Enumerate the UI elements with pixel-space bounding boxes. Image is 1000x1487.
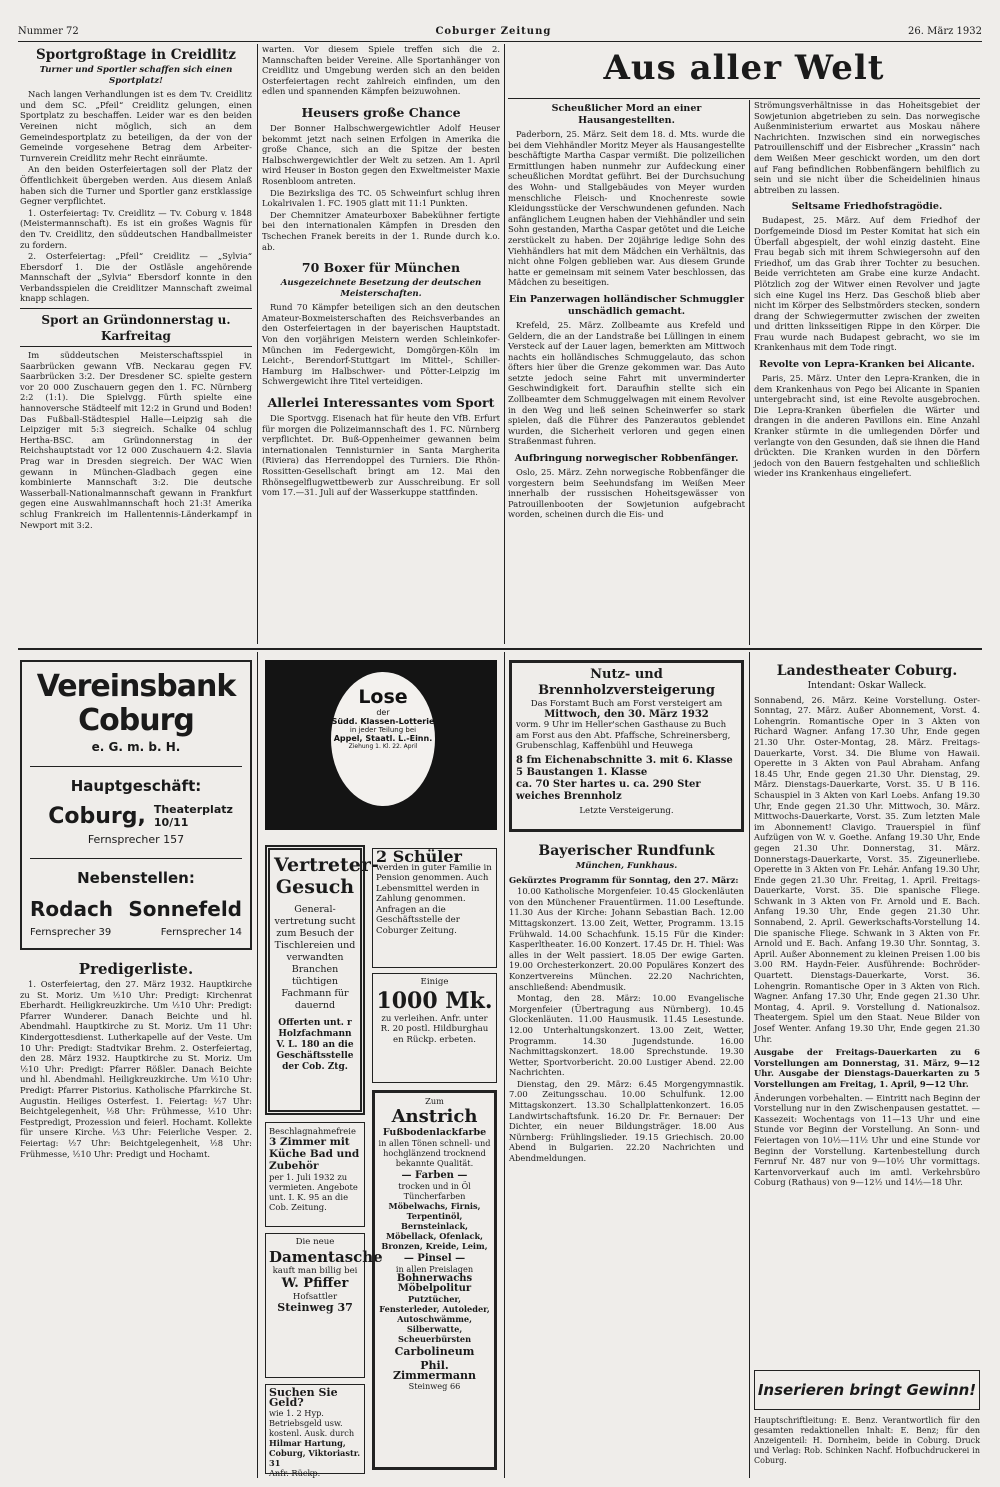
article-title: Landestheater Coburg.: [776, 663, 958, 679]
newspaper-title: Coburger Zeitung: [435, 25, 552, 37]
column-rule: [749, 652, 750, 1478]
ad-text: per 1. Juli 1932 zu vermieten. Angebote unt. I. K. 95 an die Cob. Zeitung.: [269, 1172, 358, 1212]
paragraph: Gekürztes Programm für Sonntag, den 27. März:: [509, 874, 739, 885]
article-title: Sportgroßtage in Creidlitz: [36, 47, 236, 63]
ad-sub: — Pinsel —: [403, 1253, 466, 1264]
ad-text: in allen Preislagen: [395, 1264, 474, 1274]
column-rule: [257, 652, 258, 1478]
lose-text: der: [376, 708, 390, 717]
paragraph: Krefeld, 25. März. Zollbeamte aus Krefeld und Geldern, die an der Landstraße bei Lüllingen in einem Versteck auf der Lauer lagen, bemerkten am Mittwoch nachts ein holländisches Schmuggelauto, das schon öfters hier über die Grenze gekommen war. Das Auto setzte jedoch seine Fahrt mit unverminderter Geschwindigkeit fort. Daraufhin stellte sich ein Zollbeamter dem Schmuggelwagen mit einem Revolver in den Weg und ließ seinen Scheinwerfer so stark spielen, daß die Führer des Panzerautos geblendet wurden, die Sicherheit verloren und gegen einen Straßenmast fuhren.: [508, 319, 745, 447]
paragraph: Ausgabe der Freitags-Dauerkarten zu 6 Vorstellungen am Donnerstag, 31. März, 9—12 Uhr. Ausgabe der Dienstags-Dauerkarten zu 5 Vorstellungen am Freitag, 1. April, 9—12 Uhr.: [754, 1047, 980, 1089]
article-subtitle: Turner und Sportler schaffen sich einen Sportplatz!: [39, 65, 233, 86]
ad-geld: [265, 1384, 365, 1478]
ad-text: kauft man billig bei: [272, 1265, 358, 1276]
ad-sub: — Farben —: [401, 1170, 468, 1181]
paragraph: Paderborn, 25. März. Seit dem 18. d. Mts. wurde die bei dem Viehhändler Moritz Meyer als Hausangestellte beschäftigte Martha Caspar vermißt. Die polizeilichen Ermittlungen haben nunmehr zur Aufdeckung einer scheußlichen Mordtat geführt. Bei der Durchsuchung des Wohn- und Stallgebäudes von Meyer wurden menschliche Fleisch- und Knochenreste sowie Kleidungsstücke der Verschwundenen gefunden. Nach anfänglichem Leugnen haben der Viehhändler und sein Sohn gestanden, Martha Caspar getötet und die Leiche zerstückelt zu haben. Der 20jährige ledige Sohn des Viehhändlers hat mit dem Mädchen ein Verhältnis, das nicht ohne Folgen geblieben war. Aus diesem Grunde hatte er gemeinsam mit seinem Vater beschlossen, das Mädchen zu beseitigen.: [508, 129, 745, 288]
column-rule: [749, 100, 750, 645]
paragraph: Nach langen Verhandlungen ist es dem Tv. Creidlitz und dem SC. „Pfeil“ Creidlitz gelungen, einen Sportplatz zu beschaffen. Leider war es den beiden Vereinen nicht möglich, sich an dem Gemeindesportplatz zu beteiligen, da der von der Gemeinde vorgesehene Betrag dem Arbeiter-Turnverein Creidlitz mehr Recht einräumte.: [20, 89, 252, 163]
paragraph: Die Bezirksliga des TC. 05 Schweinfurt schlug ihren Lokalrivalen 1. FC. 1905 glatt mit 11:1 Punkten.: [262, 187, 500, 209]
ad-text: Die neue: [295, 1237, 335, 1247]
lose-title: Lose: [358, 686, 408, 708]
ad-address: Coburg, Viktoriastr. 31: [269, 1448, 361, 1468]
paragraph: Paris, 25. März. Unter den Lepra-Kranken, die in dem Krankenhaus von Pego bei Alicante in Spanien untergebracht sind, ist eine Revolte ausgebrochen. Die Lepra-Kranken überfielen die Wärter und drangen in die anderen Pavillons ein. Eine Anzahl Kranker stürmte in die umliegenden Dörfer und verlangte von den Gesunden, daß sie ihnen die Hand drückten. Die Kranken wurden in den Dörfern jedoch von den Bauern festgehalten und schließlich wieder ins Krankenhaus eingeliefert.: [754, 373, 980, 479]
paragraph: Sonnabend, 26. März. Keine Vorstellung. Oster-Sonntag, 27. März. Außer Abonnement, Vorst. 4. Lohengrin. Romantische Oper in 3 Akten von Richard Wagner. Anfang 17.30 Uhr, Ende gegen 21.30 Uhr. Oster-Montag, 28. März. Freitags-Dauerkarte, Vorst. 34. Die Blume von Hawaii. Operette in 3 Akten von Paul Abraham. Anfang 18.45 Uhr, Ende gegen 21.30 Uhr. Dienstag, 29. März. Dienstags-Dauerkarte, Vorst. 35. U B 116. Schauspiel in 3 Akten von Karl Loebs. Anfang 19.30 Uhr, Ende gegen 21.30 Uhr. Mittwoch, 30. März. Mittwochs-Dauerkarte, Vorst. 35. Zum letzten Male im Abonnement! Clavigo. Trauerspiel in fünf Aufzügen von W. v. Goethe. Anfang 19.30 Uhr, Ende gegen 21.30 Uhr. Donnerstag, 31. März. Donnerstags-Dauerkarte, Vorst. 35. Zigeunerliebe. Operette in 3 Akten von Fr. Lehár. Anfang 19.30 Uhr, Ende gegen 21.30 Uhr. Freitag, 1. April. Freitags-Dauerkarte, Vorst. 35. Die spanische Fliege. Schwank in 3 Akten von Fr. Arnold und E. Bach. Anfang 19.30 Uhr, Ende gegen 21.30 Uhr. Sonnabend, 2. April. Gewerkschafts-Vorstellung 14. Die spanische Fliege. Schwank in 3 Akten von Fr. Arnold und E. Bach. Anfang 19.30 Uhr. Sonntag, 3. April. Außer Abonnement zu kleinen Preisen 1.00 bis 3.00 RM. Haydn-Feier. Ausführende: Bochröder-Quartett. Dienstags-Dauerkarte, Vorst. 36. Lohengrin. Romantische Oper in 3 Akten von Rich. Wagner. Anfang 17.30 Uhr, Ende gegen 21.30 Uhr. Montag, 4. April. 9. Vorstellung d. Nationalsoz. Theatergem. Spiel um den Staat. Neue Bilder von Josef Wenter. Anfang 19.30 Uhr, Ende gegen 21.30 Uhr.: [754, 694, 980, 1044]
paragraph: Budapest, 25. März. Auf dem Friedhof der Dorfgemeinde Diosd im Pester Komitat hat sich ein Überfall abgespielt, der wohl einzig dasteht. Eine Frau begab sich mit ihrem Schwiegersohn auf den Friedhof, um das Grab ihrer Tochter zu besuchen. Beide verrichteten am Grabe eine kurze Andacht. Plötzlich zog der Witwer einen Revolver und jagte sich eine Kugel ins Herz. Das Geschoß blieb aber nicht im Körper des Selbstmörders stecken, sondern drang der Schwiegermutter zwischen der zweiten und dritten linksseitigen Rippe in den Körper. Die Frau wurde nach Budapest gebracht, wo sie im Krankenhaus mit dem Tode ringt.: [754, 215, 980, 353]
ad-text: vorm. 9 Uhr im Heller'schen Gasthause zu Buch am Forst aus den Abt. Pfaffsche, Schreinersberg, Grubenschlag, Kaffenbühl und Heuwega: [516, 720, 731, 751]
impressum: Hauptschriftleitung: E. Benz. Verantwortlich für den gesamten redaktionellen Inhalt: E. Benz; für den Anzeigenteil: H. Dornheim, beide in Coburg. Druck und Verlag: Rob. Schinken Nachf. Hofbuchdruckerei in Coburg.: [754, 1416, 980, 1465]
article-title: Allerlei Interessantes vom Sport: [267, 395, 495, 411]
article-title: 70 Boxer für München: [301, 260, 461, 276]
ad-text: trocken und in Öl Tüncherfarben: [398, 1181, 471, 1201]
lose-text: Südd. Klassen-Lotterie: [331, 717, 435, 726]
article-title: Revolte von Lepra-Kranken bei Alicante.: [759, 359, 975, 371]
ad-text: wie 1. 2 Hyp. Betriebsgeld usw. kostenl. Ausk. durch: [269, 1408, 355, 1438]
paragraph: An den beiden Osterfeiertagen soll der Platz der Öffentlichkeit übergeben werden. Aus diesem Anlaß haben sich die Turner und Sportler ganz erstklassige Gegner verpflichtet.: [20, 164, 252, 207]
paragraph: Dienstag, den 29. März: 6.45 Morgengymnastik. 7.00 Zeitungsschau. 10.00 Schulfunk. 12.00 Mittagskonzert. 13.30 Schallplattenkonzert. 16.05 Landwirtschaftsfunk. 16.20 Dr. Fr. Bernauer: Der Dichter, ein neuer Bildungsträger. 18.00 Aus Nürnberg: Frühlingslieder. 19.15 Griechisch. 20.00 Abend in Bulgarien. 22.20 Nachrichten und Abendmeldungen.: [509, 1078, 744, 1164]
ad-title: Nutz- und Brennholzversteigerung: [538, 667, 715, 698]
ad-anstrich: [372, 1090, 497, 1470]
section-title: Aus aller Welt: [603, 48, 885, 88]
branch-phone: Fernsprecher 14: [160, 927, 242, 938]
ad-sub: Bohnerwachs: [396, 1273, 473, 1284]
title-rule: [508, 98, 980, 99]
ad-sub: Fußbodenlackfarbe: [382, 1127, 487, 1138]
ad-title: Damentasche: [269, 1247, 383, 1266]
ad-text: Anfr. Rückp.: [269, 1468, 321, 1478]
rundfunk-programm: [509, 840, 744, 1474]
landestheater: [754, 660, 980, 1320]
ad-name: Phil. Zimmermann: [392, 1359, 477, 1382]
hq-label: Hauptgeschäft:: [70, 777, 202, 795]
ad-text: Beschlagnahmefreie: [269, 1126, 356, 1136]
paragraph: 10.00 Katholische Morgenfeier. 10.45 Glockenläuten von den Münchener Frauentürmen. 11.00 Leseftunde. 11.30 Aus der Kirche: Johann Sebastian Bach. 12.00 Mittagskonzert. 13.00 Zeit, Wetter, Programm. 13.15 Frühwald. 14.00 Schachfunk. 15.15 Für die Kinder: Kasperltheater. 16.00 Konzert. 17.45 Dr. H. Thiel: Was alles in der Welt passiert. 18.05 Der ewige Garten. 19.00 Orchesterkonzert. 20.00 Populäres Konzert des Konzertvereins München. 22.20 Nachrichten, anschließend: Abendmusik.: [509, 886, 744, 992]
ad-address: Steinweg 37: [277, 1300, 353, 1314]
ad-title: Vertreter-Gesuch: [274, 854, 379, 898]
ad-damentasche: [265, 1233, 383, 1378]
ad-amount: 1000 Mk.: [376, 987, 493, 1014]
column-rule: [504, 44, 505, 644]
article-title: Bayerischer Rundfunk: [538, 843, 715, 859]
article-title: Heusers große Chance: [301, 104, 461, 120]
paragraph: Im süddeutschen Meisterschaftsspiel in Saarbrücken gewann VfB. Neckarau gegen FV. Saarbrücken 3:2. Der Dresdener SC. spielte gestern vor 20 000 Zuschauern gegen den 1. FC. Nürnberg 2:2 (1:1). Die Spielvgg. Fürth spielte eine hannoversche Städteelf mit 12:2 in Grund und Boden! Das Fußball-Städtespiel Halle—Leipzig sah die Leipziger mit 5:3 siegreich. Schalke 04 schlug Hertha-BSC. am Gründonnerstag in der Reichshauptstadt vor 12 000 Zuschauern 4:2. Slavia Prag war in Dresden siegreich. Der WAC Wien gewann in München-Gladbach gegen eine kombinierte Mannschaft 3:2. Die deutsche Wasserball-Nationalmannschaft gewann in Frankfurt gegen eine Auswahlmannschaft hoch 21:3! Amerika schlug Frankreich im Hallentennis-Länderkampf in Newport mit 3:2.: [20, 350, 252, 530]
paragraph: Rund 70 Kämpfer beteiligen sich an den deutschen Amateur-Boxmeisterschaften des Reichsverbandes an den Osterfeiertagen in der bayerischen Hauptstadt. Von den vorjährigen Meistern werden Schleinkofer-München im Federgewicht, Domgörgen-Köln im Leicht-, Berendorf-Stuttgart im Mittel-, Schiller-Hamburg im Halbschwer- und Pötter-Leipzig im Schwergewicht ihre Titel verteidigen.: [262, 302, 500, 387]
ad-zimmer: [265, 1122, 365, 1227]
predigerliste: [20, 958, 252, 1478]
branch-phone: Fernsprecher 39: [30, 927, 112, 938]
paragraph: Die Sportvgg. Eisenach hat für heute den VfB. Erfurt für morgen die Polizeimannschaft des 1. FC. Nürnberg verpflichtet. Dr. Buß-Oppenheimer gewannen beim internationalen Tennisturnier in Santa Margherita (Riviera) das Herrendoppel des Turniers. Die Rhön-Rossitten-Gesellschaft bringt am 12. Mai den Rhönsegelflugwettbewerb zur Ausschreibung. Er soll vom 17.—31. Juli auf der Wasserkuppe stattfinden.: [262, 413, 500, 498]
ad-title: 2 Schüler: [376, 847, 462, 866]
branch-rodach: Rodach: [30, 897, 114, 921]
slogan-box: Inserieren bringt Gewinn!: [754, 1370, 980, 1410]
lose-text: Ziehung 1. Kl. 22. April: [348, 743, 418, 750]
hq-city: Coburg,: [48, 803, 146, 829]
branch-sonnefeld: Sonnefeld: [128, 897, 242, 921]
hq-street: Theaterplatz 10/11: [153, 803, 233, 829]
branch-label: Nebenstellen:: [77, 869, 195, 887]
ad-name: Hilmar Hartung,: [269, 1438, 346, 1448]
paragraph: Montag, den 28. März: 10.00 Evangelische Morgenfeier (Übertragung aus Nürnberg). 10.45 Glockenläuten. 11.00 Hausmusik. 11.45 Lesestunde. 12.00 Unterhaltungskonzert. 13.00 Zeit, Wetter, Programm. 14.30 Jugendstunde. 16.00 Nachmittagskonzert. 18.00 Sprechstunde. 19.30 Wetter, Sportvorbericht. 20.00 Lustiger Abend. 22.00 Nachrichten.: [509, 993, 744, 1078]
ad-text: Hofsattler: [292, 1292, 338, 1302]
header-rule: [18, 41, 982, 42]
ad-text: in allen Tönen schnell- und hochglänzend trocknend bekannte Qualität.: [378, 1138, 491, 1168]
column-4: [754, 100, 980, 644]
paragraph: 2. Osterfeiertag: „Pfeil“ Creidlitz — „Sylvia“ Ebersdorf 1. Die der Ostläsle angehörende Mannschaft der „Sylvia“ Ebersdorf konnte in den Verbandsspielen die Creidlitzer Mannschaft zweimal knapp schlagen.: [20, 251, 252, 304]
article-title: Aufbringung norwegischer Robbenfänger.: [514, 453, 739, 465]
ad-lose: [265, 660, 497, 830]
article-subtitle: Intendant: Oskar Walleck.: [807, 681, 927, 691]
ad-text: zu verleihen. Anfr. unter R. 20 postl. Hildburghau en Rückp. erbeten.: [380, 1013, 489, 1045]
page-header: [18, 22, 982, 40]
hq-phone: Fernsprecher 157: [87, 833, 185, 846]
paragraph: Der Bonner Halbschwergewichtler Adolf Heuser bekommt jetzt nach seinen Erfolgen in Amerika die große Chance, sich an die Spitze der besten Halbschwergewichtler der Welt zu setzen. Am 1. April wird Heuser in Boston gegen den Exweltmeister Maxie Rosenbloom antreten.: [262, 122, 500, 186]
ad-title: Anstrich: [391, 1106, 478, 1127]
ad-schueler: [372, 848, 497, 968]
lottery-circle: [331, 672, 435, 806]
paragraph: 1. Osterfeiertag, den 27. März 1932. Hauptkirche zu St. Moriz. Um ½10 Uhr: Predigt: Kirchenrat Eberhardt. Heiligkreuzkirche. Um ½10 Uhr: Predigt: Pfarrer Wunderer. Danach Beichte und hl. Abendmahl. Hauptkirche zu St. Moriz. Um 11 Uhr: Kindergottesdienst. Lutherkapelle auf der Veste. Um 10 Uhr: Predigt: Stadtvikar Brehm. 2. Osterfeiertag, den 28. März 1932. Hauptkirche zu St. Moriz. Um ½10 Uhr: Predigt: Pfarrer Rößler. Danach Beichte und hl. Abendmahl. Heiligkreuzkirche. Um ½10 Uhr: Predigt: Pfarrer Pistorius. Katholische Pfarrkirche St. Augustin. Heiliges Osterfest. 1. Feiertag: ½7 Uhr: Beichtgelegenheit, ½8 Uhr: Frühmesse, ½10 Uhr: Festpredigt, Prozession und feierl. Hochamt. Kollekte für unsere Kirche. ½3 Uhr: Feierliche Vesper. 2. Feiertag: ½7 Uhr: Beichtgelegenheit, ½8 Uhr: Frühmesse, ½10 Uhr: Predigt und Hochamt.: [20, 979, 252, 1159]
ad-vereinsbank: [20, 660, 252, 950]
ad-sub: Carbolineum: [394, 1345, 475, 1358]
ad-offer: Offerten unt. r Holzfachmann V. L. 180 an die Geschäftsstelle der Cob. Ztg.: [276, 1018, 354, 1072]
paragraph: warten. Vor diesem Spiele treffen sich die 2. Mannschaften beider Vereine. Alle Sportanhänger von Creidlitz und Umgebung werden sich an den beiden Osterfeiertagen recht zahlreich einfinden, um den edlen und spannenden Kämpfen beizuwohnen.: [262, 44, 500, 97]
bank-legal: e. G. m. b. H.: [91, 740, 181, 754]
ad-text: Putztücher, Fensterleder, Autoleder, Autoschwämme, Silberwatte, Scheuerbürsten: [379, 1294, 490, 1344]
paragraph: Strömungsverhältnisse in das Hoheitsgebiet der Sowjetunion abgetrieben zu sein. Das norwegische Außenministerium erwartet aus Moskau nähere Nachrichten. Inzwischen sind ein norwegisches Patrouillenschiff und der Eisbrecher „Krassin“ nach dem Weißen Meer geschickt worden, um den dort auf Fang befindlichen Robbenfängern behilflich zu sein und sie nicht über die Scheidelinien hinaus abtreiben zu lassen.: [754, 100, 980, 195]
column-3: [508, 100, 745, 644]
article-title: Sport an Gründonnerstag u. Karfreitag: [41, 313, 231, 344]
issue-number: Nummer 72: [18, 25, 79, 37]
ad-title: Suchen Sie Geld?: [269, 1386, 338, 1409]
issue-date: 26. März 1932: [908, 25, 982, 37]
ad-holzversteigerung: [509, 660, 744, 832]
lose-text: Appel, Staatl. L.-Einn.: [333, 734, 433, 743]
ad-text: General-vertretung sucht zum Besuch der Tischlereien und verwandten Branchen tüchtigen Fachmann für dauernd: [274, 904, 356, 1011]
paragraph: 1. Osterfeiertag: Tv. Creidlitz — Tv. Coburg v. 1848 (Meistermannschaft). Es ist ein großes Wagnis für den Tv. Creidlitz, den süddeutschen Handballmeister zu fordern.: [20, 207, 252, 250]
paragraph: Der Chemnitzer Amateurboxer Babekühner fertigte bei den internationalen Kämpfen in Dresden den Tschechen Franek bereits in der 1. Runde durch k.o. ab.: [262, 209, 500, 252]
ad-text: Möbelwachs, Firnis, Terpentinöl, Bernsteinlack, Möbellack, Ofenlack, Bronzen, Kreide, Leim,: [381, 1201, 488, 1251]
ad-text: werden in guter Familie in Pension genommen. Auch Lebensmittel werden in Zahlung genommen. Anfragen an die Geschäftsstelle der Coburger Zeitung.: [376, 862, 492, 936]
article-title: Ein Panzerwagen holländischer Schmuggler unschädlich gemacht.: [508, 293, 745, 317]
column-rule: [257, 44, 258, 644]
ad-items: 8 fm Eichenabschnitte 3. mit 6. Klasse 5 Baustangen 1. Klasse ca. 70 Ster hartes u. ca. 290 Ster weiches Brennholz: [516, 754, 733, 802]
ad-vertreter: [265, 845, 379, 1115]
ad-text: Zum: [425, 1096, 444, 1106]
ad-date: Mittwoch, den 30. März 1932: [544, 708, 709, 720]
paragraph: Änderungen vorbehalten. — Eintritt nach Beginn der Vorstellung nur in den Zwischenpausen gestattet. — Kassezeit: Wochentags von 11—13 Uhr und eine Stunde vor Beginn der Vorstellung. An Sonn- und Feiertagen von 10½—11½ Uhr und eine Stunde vor Beginn der Vorstellung. Kartenbestellung durch Fernruf Nr. 487 nur von 9—10½ Uhr vormittags. Kartenvorverkauf auch im amtl. Verkehrsbüro Coburg (Rathaus) von 9—12½ und 14½—18 Uhr.: [754, 1092, 980, 1188]
bank-name: Vereinsbank Coburg: [36, 669, 236, 738]
ad-text: Letzte Versteigerung.: [579, 805, 674, 816]
ad-text: Das Forstamt Buch am Forst versteigert am: [530, 699, 723, 709]
ad-darlehen: [372, 973, 497, 1083]
ad-title: 3 Zimmer mit Küche Bad und Zubehör: [269, 1136, 360, 1172]
article-subtitle: München, Funkhaus.: [575, 861, 678, 871]
article-subtitle: Ausgezeichnete Besetzung der deutschen Meisterschaften.: [280, 278, 482, 299]
column-2: [262, 44, 500, 644]
ad-sub: Möbelpolitur: [397, 1283, 472, 1294]
lose-text: in jeder Teilung bei: [349, 726, 417, 734]
article-title: Scheußlicher Mord an einer Hausangestellten.: [551, 103, 702, 126]
ad-text: Einige: [420, 977, 449, 987]
ad-address: Steinweg 66: [408, 1381, 461, 1391]
ad-name: W. Pfiffer: [281, 1276, 349, 1291]
article-title: Predigerliste.: [78, 960, 194, 978]
paragraph: Oslo, 25. März. Zehn norwegische Robbenfänger die vorgestern beim Seehundsfang im Weißen Meer innerhalb der russischen Hoheitsgewässer von Patrouillenbooten der Sowjetunion aufgebracht worden, scheinen durch die Eis- und: [508, 467, 745, 520]
column-1: [20, 44, 252, 644]
column-rule: [504, 652, 505, 1478]
section-rule: [18, 648, 982, 650]
article-title: Seltsame Friedhofstragödie.: [791, 201, 943, 213]
